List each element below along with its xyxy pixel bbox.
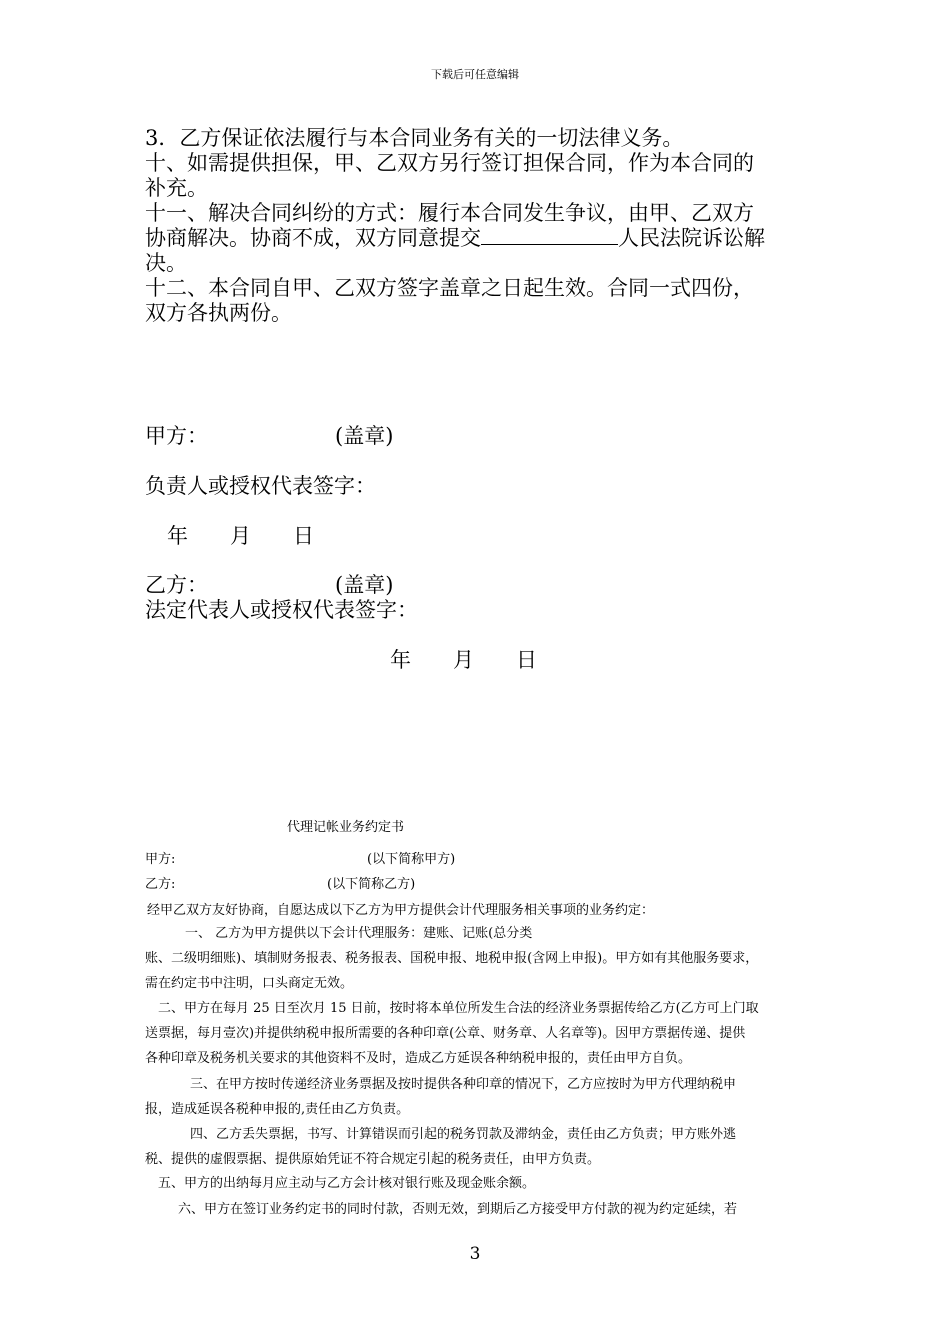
court-name-blank bbox=[481, 226, 618, 245]
party-b-date: 年 月 日 bbox=[390, 648, 537, 672]
party-a-seal: (盖章) bbox=[335, 424, 394, 448]
clause-12-line-1: 十二、本合同自甲、乙双方签字盖章之日起生效。合同一式四份， bbox=[145, 276, 754, 300]
party-a-label: 甲方： bbox=[145, 424, 208, 448]
item-3-line-1: 三、在甲方按时传递经济业务票据及按时提供各种印章的情况下，乙方应按时为甲方代理纳税申 bbox=[190, 1077, 737, 1092]
item-1-line-1: 一、 乙方为甲方提供以下会计代理服务：建账、记账(总分类 bbox=[185, 926, 533, 941]
page-number: 3 bbox=[469, 1244, 481, 1264]
clause-10-line-2: 补充。 bbox=[145, 176, 208, 200]
clause-11-text-a: 协商解决。协商不成，双方同意提交 bbox=[145, 226, 481, 250]
item-2-line-2: 送票据，每月壹次)并提供纳税申报所需要的各种印章(公章、财务章、人名章等)。因甲方票据传递、提供 bbox=[145, 1026, 746, 1041]
item-5: 五、甲方的出纳每月应主动与乙方会计核对银行账及现金账余额。 bbox=[158, 1176, 536, 1191]
clause-10-line-1: 十、如需提供担保，甲、乙双方另行签订担保合同，作为本合同的 bbox=[145, 151, 754, 175]
party-b-seal: (盖章) bbox=[335, 573, 394, 597]
item-2-line-3: 各种印章及税务机关要求的其他资料不及时，造成乙方延误各种纳税申报的，责任由甲方自负。 bbox=[145, 1051, 692, 1066]
item-1-line-2: 账、二级明细账)、填制财务报表、税务报表、国税申报、地税申报(含网上申报)。甲方如有其他服务要求， bbox=[145, 951, 759, 966]
item-6: 六、甲方在签订业务约定书的同时付款，否则无效，到期后乙方接受甲方付款的视为约定延续，若 bbox=[178, 1202, 738, 1217]
agreement-party-b-note: (以下简称乙方) bbox=[327, 877, 416, 892]
clause-11-line-1: 十一、解决合同纠纷的方式：履行本合同发生争议，由甲、乙双方 bbox=[145, 201, 754, 225]
clause-11-line-2 bbox=[145, 226, 765, 251]
item-2-line-1: 二、甲方在每月 25 日至次月 15 日前，按时将本单位所发生合法的经济业务票据传给乙方(乙方可上门取 bbox=[158, 1001, 759, 1016]
agreement-party-b: 乙方: bbox=[145, 877, 176, 892]
item-1-line-3: 需在约定书中注明，口头商定无效。 bbox=[145, 976, 354, 991]
party-b-representative: 法定代表人或授权代表签字： bbox=[145, 598, 418, 622]
party-a-representative: 负责人或授权代表签字： bbox=[145, 474, 376, 498]
agreement-title: 代理记帐业务约定书 bbox=[287, 820, 405, 835]
clause-11-text-b: 人民法院诉讼解 bbox=[618, 226, 765, 250]
agreement-party-a: 甲方: bbox=[145, 852, 176, 867]
party-b-label: 乙方： bbox=[145, 573, 208, 597]
agreement-party-a-note: (以下简称甲方) bbox=[367, 852, 456, 867]
party-a-date: 年 月 日 bbox=[167, 524, 314, 548]
clause-11-line-3: 决。 bbox=[145, 251, 187, 275]
clause-3: 3．乙方保证依法履行与本合同业务有关的一切法律义务。 bbox=[145, 126, 684, 150]
item-3-line-2: 报，造成延误各税种申报的,责任由乙方负责。 bbox=[145, 1102, 410, 1117]
item-4-line-1: 四、乙方丢失票据，书写、计算错误而引起的税务罚款及滞纳金，责任由乙方负责；甲方账外逃 bbox=[190, 1127, 737, 1142]
clause-12-line-2: 双方各执两份。 bbox=[145, 301, 292, 325]
page-header: 下载后可任意编辑 bbox=[431, 68, 519, 81]
agreement-intro: 经甲乙双方友好协商，自愿达成以下乙方为甲方提供会计代理服务相关事项的业务约定： bbox=[147, 903, 655, 918]
item-4-line-2: 税、提供的虚假票据、提供原始凭证不符合规定引起的税务责任，由甲方负责。 bbox=[145, 1152, 601, 1167]
